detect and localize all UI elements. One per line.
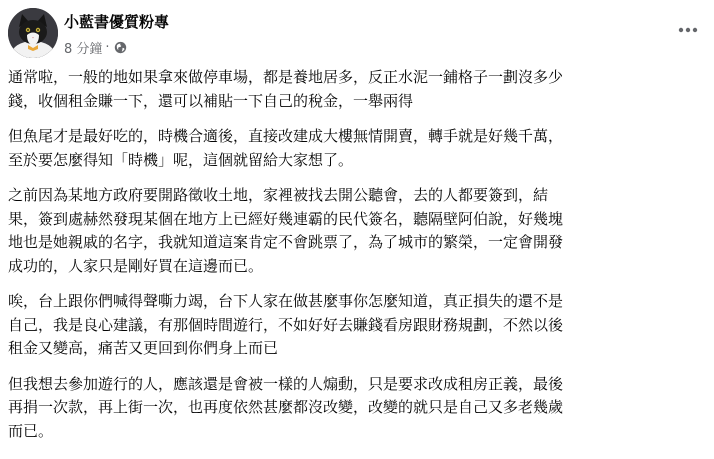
author-avatar[interactable]: [8, 8, 58, 58]
post-paragraph: 但我想去參加遊行的人，應該還是會被一樣的人煽動，只是要求改成租房正義，最後 再捐一次款，再上街一次，也再度依然甚麼都沒改變，改變的就只是自己又多老幾歲 而已。: [8, 374, 564, 440]
post-meta: [64, 38, 127, 57]
post-content: [8, 66, 698, 455]
globe-icon[interactable]: [114, 41, 127, 54]
post-paragraph: 但魚尾才是最好吃的，時機合適後，直接改建成大樓無情開賣，轉手就是好幾千萬， 至於要怎麼得知「時機」呢，這個就留給大家想了。: [8, 127, 564, 169]
meta-separator: ·: [105, 40, 110, 55]
post-timestamp[interactable]: 8 分鐘: [64, 42, 103, 57]
cat-avatar-icon: [8, 8, 58, 58]
post-paragraph: 之前因為某地方政府要開路徵收土地，家裡被找去開公聽會，去的人都要簽到，結 果，簽到處赫然發現某個在地方上已經好幾連霸的民代簽名，聽隔壁阿伯說，好幾塊 地也是她親戚的名字，我就知道這案肯定不會跳票了，為了城市的繁榮，一定會開發 成功的，人家只是剛好買在這邊而已。: [8, 186, 564, 275]
post-paragraph: 唉，台上跟你們喊得聲嘶力竭，台下人家在做甚麼事你怎麼知道，真正損失的還不是 自己，我是良心建議，有那個時間遊行，不如好好去賺錢看房跟財務規劃，不然以後 租金又變高，痛苦又更回到你們身上而已: [8, 292, 564, 357]
author-name[interactable]: 小藍書優質粉專: [64, 13, 170, 31]
post-header: [8, 8, 706, 58]
more-horizontal-icon: [678, 27, 698, 33]
more-options-button[interactable]: [670, 12, 706, 48]
post-paragraph: 通常啦，一般的地如果拿來做停車場，都是養地居多，反正水泥一鋪格子一劃沒多少 錢，收個租金賺一下，還可以補貼一下自己的稅金，一舉兩得: [8, 68, 564, 110]
